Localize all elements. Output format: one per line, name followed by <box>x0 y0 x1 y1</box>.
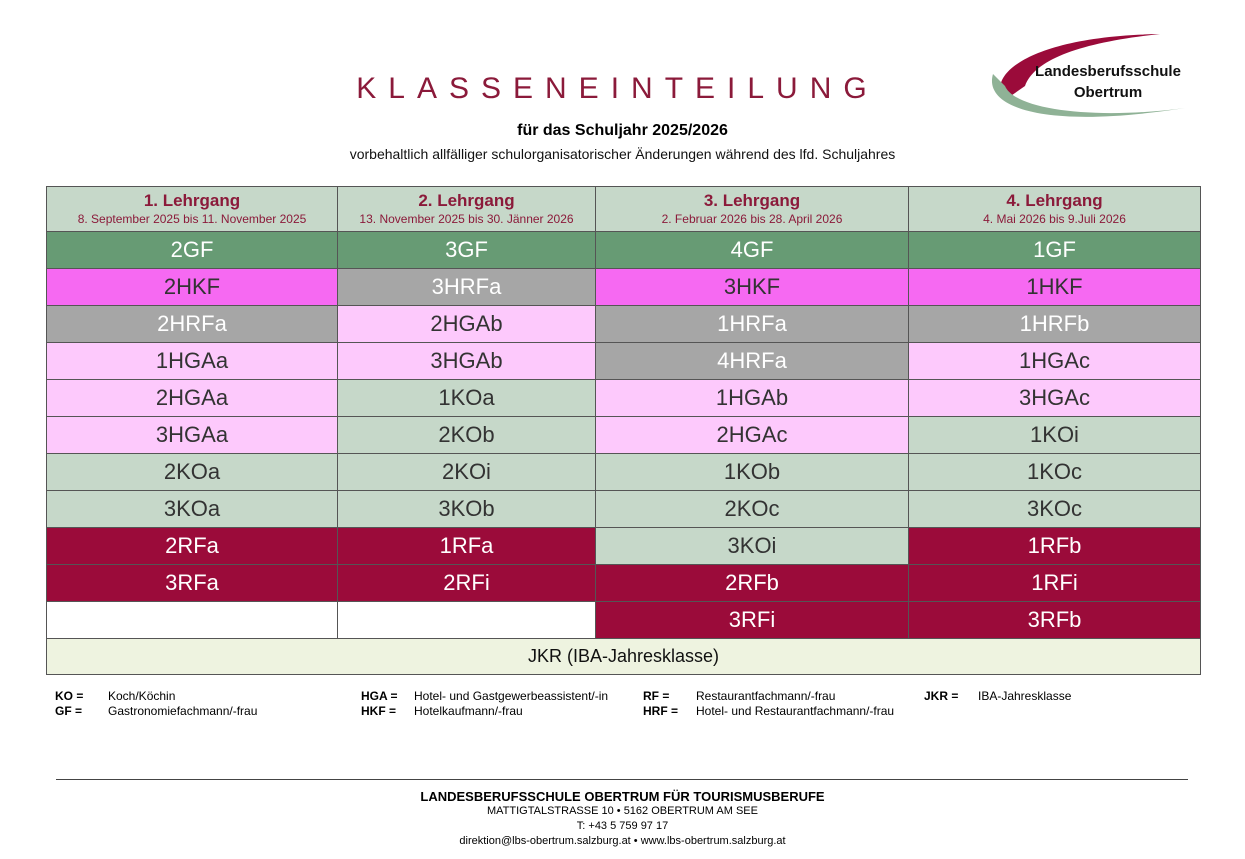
logo-line-2: Obertrum <box>1073 84 1143 101</box>
class-cell: 3KOb <box>338 491 596 528</box>
page-title: KLASSENEINTEILUNG <box>356 72 879 105</box>
legend-item-ko <box>55 689 175 704</box>
class-cell: 4HRFa <box>596 343 909 380</box>
legend-text: Restaurantfachmann/-frau <box>696 689 836 703</box>
table-body <box>47 232 1201 639</box>
column-dates: 13. November 2025 bis 30. Jänner 2026 <box>359 212 574 226</box>
legend-text: Hotelkaufmann/-frau <box>414 704 523 718</box>
legend-abbr: HKF = <box>361 704 397 718</box>
class-cell: 1KOi <box>909 417 1201 454</box>
table-row <box>47 232 1201 269</box>
class-cell: 2KOa <box>47 454 338 491</box>
footer-contact-link[interactable]: direktion@lbs-obertrum.salzburg.at • www.lbs-obertrum.salzburg.at <box>459 835 786 847</box>
class-cell: 3KOa <box>47 491 338 528</box>
footer-divider <box>56 779 1188 780</box>
class-cell: 3HGAa <box>47 417 338 454</box>
footer-phone: T: +43 5 759 97 17 <box>576 820 669 832</box>
class-cell: 3HRFa <box>338 269 596 306</box>
legend-abbr: HRF = <box>643 704 679 718</box>
class-cell: 1RFa <box>338 528 596 565</box>
class-cell: 3HGAb <box>338 343 596 380</box>
column-label: 2. Lehrgang <box>418 191 515 210</box>
class-cell: 1KOa <box>338 380 596 417</box>
column-dates: 2. Februar 2026 bis 28. April 2026 <box>661 212 843 226</box>
legend-abbr: JKR = <box>924 689 959 703</box>
class-cell: 1KOb <box>596 454 909 491</box>
class-cell: 1RFb <box>909 528 1201 565</box>
class-cell: 1HKF <box>909 269 1201 306</box>
jkr-row <box>47 639 1201 675</box>
legend-abbr: GF = <box>55 704 83 718</box>
class-cell: 1GF <box>909 232 1201 269</box>
jkr-cell: JKR (IBA-Jahresklasse) <box>47 639 1201 675</box>
class-cell: 3RFi <box>596 602 909 639</box>
legend <box>0 689 1245 723</box>
table-row <box>47 417 1201 454</box>
footer-address: MATTIGTALSTRASSE 10 • 5162 OBERTRUM AM SEE <box>487 805 758 817</box>
class-cell: 2RFa <box>47 528 338 565</box>
column-label: 3. Lehrgang <box>703 191 801 210</box>
column-header-3 <box>596 187 909 232</box>
column-dates: 8. September 2025 bis 11. November 2025 <box>77 212 307 226</box>
column-dates: 4. Mai 2026 bis 9.Juli 2026 <box>983 212 1126 226</box>
legend-abbr: KO = <box>55 689 84 703</box>
class-cell: 3GF <box>338 232 596 269</box>
table-row <box>47 269 1201 306</box>
class-cell: 2RFb <box>596 565 909 602</box>
legend-item-rf <box>643 689 835 704</box>
class-cell: 2HGAb <box>338 306 596 343</box>
class-cell: 2KOb <box>338 417 596 454</box>
class-cell: 2HKF <box>47 269 338 306</box>
legend-abbr: RF = <box>643 689 670 703</box>
class-cell: 2HRFa <box>47 306 338 343</box>
logo-line-1: Landesberufsschule <box>1035 63 1181 80</box>
class-cell: 1HRFa <box>596 306 909 343</box>
class-cell: 3HGAc <box>909 380 1201 417</box>
column-header-4 <box>909 187 1201 232</box>
legend-text: Koch/Köchin <box>108 689 176 703</box>
class-cell: 2HGAa <box>47 380 338 417</box>
legend-text: Hotel- und Restaurantfachmann/-frau <box>696 704 895 718</box>
legend-text: Gastronomiefachmann/-frau <box>108 704 258 718</box>
table-row <box>47 491 1201 528</box>
legend-item-jkr <box>924 689 1071 704</box>
column-header-2 <box>338 187 596 232</box>
legend-item-gf <box>55 704 257 719</box>
legend-abbr: HGA = <box>361 689 398 703</box>
class-cell: 2HGAc <box>596 417 909 454</box>
footer <box>0 789 1245 849</box>
legend-text: Hotel- und Gastgewerbeassistent/-in <box>414 689 609 703</box>
class-cell: 2RFi <box>338 565 596 602</box>
class-cell: 1HGAc <box>909 343 1201 380</box>
table-header-row <box>47 187 1201 232</box>
legend-item-hkf <box>361 704 523 719</box>
page-subtitle: für das Schuljahr 2025/2026 <box>517 122 728 139</box>
table-row <box>47 454 1201 491</box>
column-label: 4. Lehrgang <box>1006 191 1103 210</box>
class-cell <box>47 602 338 639</box>
class-cell: 2KOi <box>338 454 596 491</box>
legend-text: IBA-Jahresklasse <box>978 689 1072 703</box>
table-row <box>47 528 1201 565</box>
footer-school-name: LANDESBERUFSSCHULE OBERTRUM FÜR TOURISMUSBERUFE <box>420 789 825 804</box>
class-cell: 3RFa <box>47 565 338 602</box>
class-cell: 1HGAa <box>47 343 338 380</box>
class-cell: 2KOc <box>596 491 909 528</box>
page-note: vorbehaltlich allfälliger schulorganisatorischer Änderungen während des lfd. Schuljahres <box>349 146 896 162</box>
class-cell: 3RFb <box>909 602 1201 639</box>
table-row <box>47 380 1201 417</box>
class-cell <box>338 602 596 639</box>
class-cell: 4GF <box>596 232 909 269</box>
class-cell: 1KOc <box>909 454 1201 491</box>
class-cell: 1RFi <box>909 565 1201 602</box>
class-cell: 3KOi <box>596 528 909 565</box>
table-row <box>47 602 1201 639</box>
column-label: 1. Lehrgang <box>143 191 241 210</box>
column-header-1 <box>47 187 338 232</box>
class-cell: 1HRFb <box>909 306 1201 343</box>
class-cell: 3KOc <box>909 491 1201 528</box>
class-cell: 3HKF <box>596 269 909 306</box>
table-row <box>47 565 1201 602</box>
class-cell: 2GF <box>47 232 338 269</box>
class-schedule-table <box>46 186 1201 675</box>
legend-item-hrf <box>643 704 894 719</box>
table-row <box>47 306 1201 343</box>
table-row <box>47 343 1201 380</box>
class-cell: 1HGAb <box>596 380 909 417</box>
legend-item-hga <box>361 689 608 704</box>
